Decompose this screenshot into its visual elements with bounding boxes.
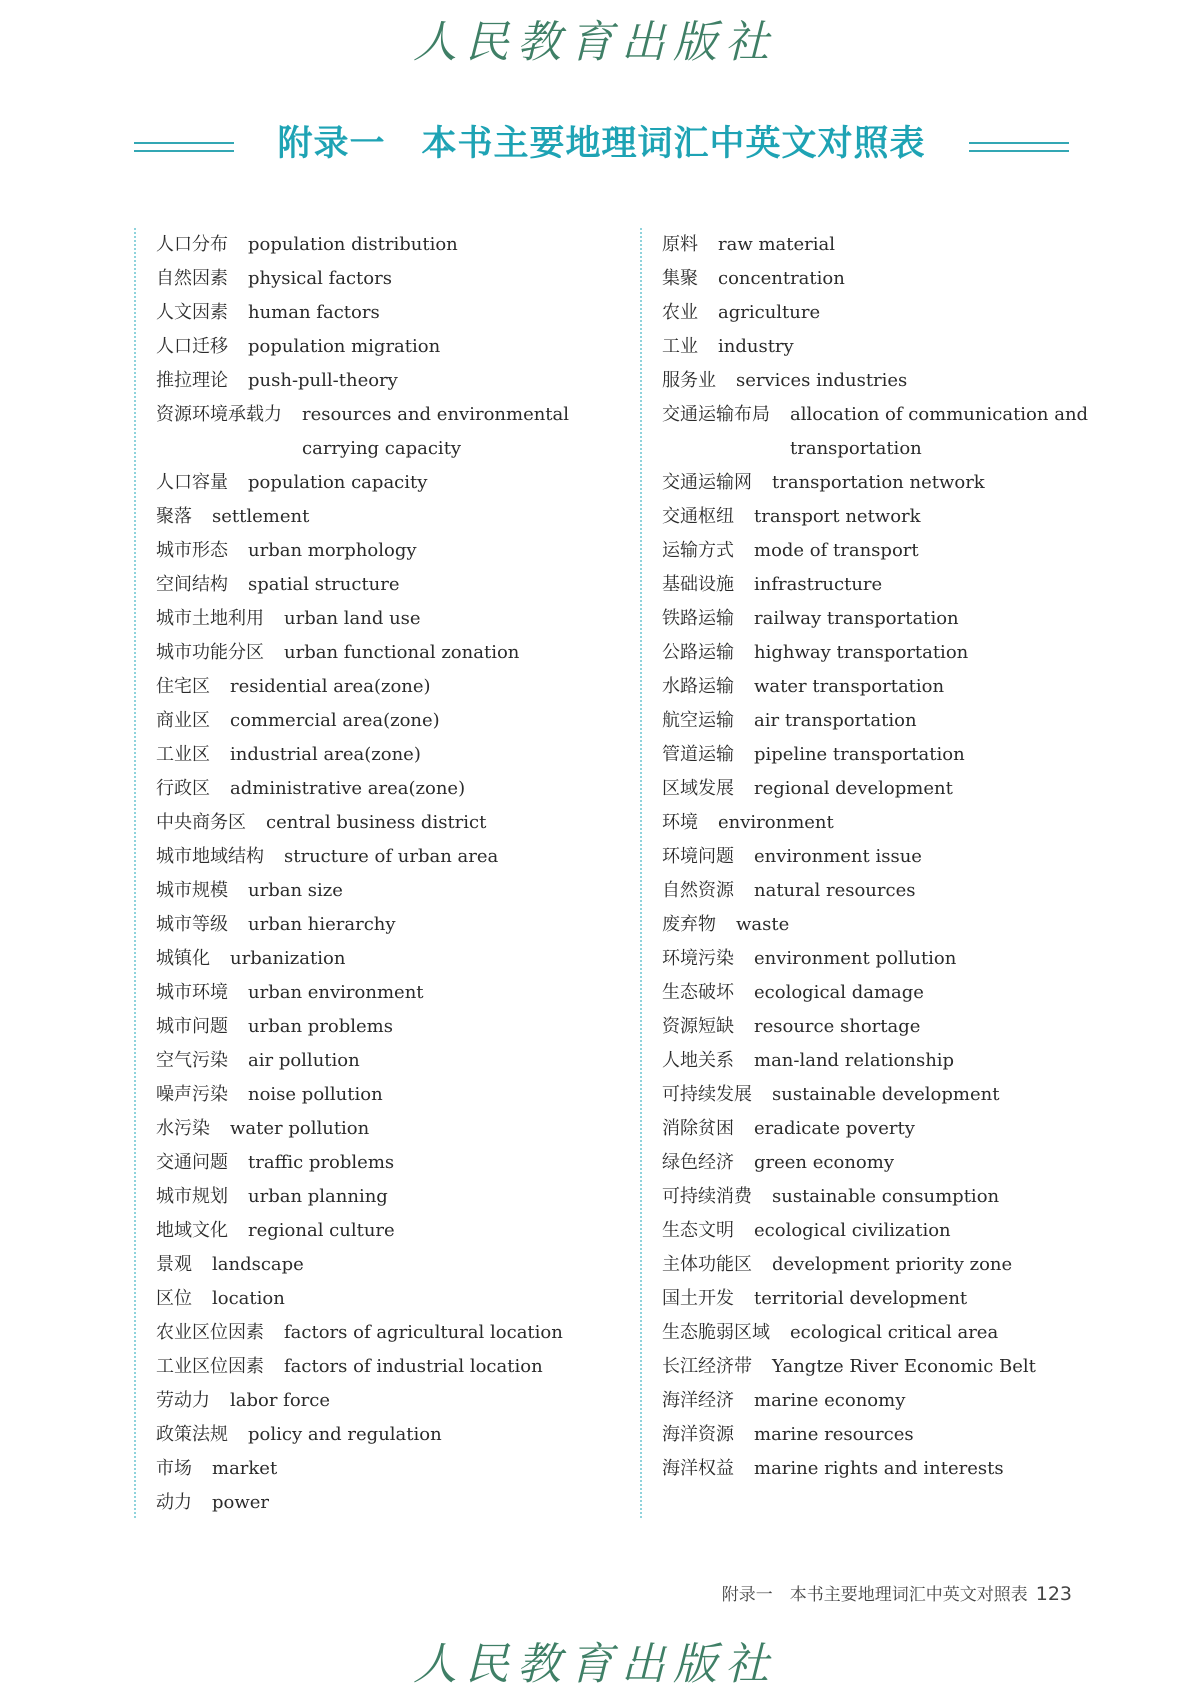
term-english: railway transportation xyxy=(754,608,959,629)
term-chinese: 人文因素 xyxy=(156,302,228,323)
term-chinese: 基础设施 xyxy=(662,574,734,595)
glossary-entry xyxy=(156,1010,626,1044)
term-chinese: 国土开发 xyxy=(662,1288,734,1309)
term-chinese: 人地关系 xyxy=(662,1050,734,1071)
glossary-entry xyxy=(156,772,626,806)
glossary-column-right xyxy=(640,228,1102,1518)
term-english: sustainable development xyxy=(772,1084,1000,1105)
term-chinese: 工业区位因素 xyxy=(156,1356,264,1377)
term-english: landscape xyxy=(212,1254,304,1275)
term-chinese: 海洋资源 xyxy=(662,1424,734,1445)
term-chinese: 城市地域结构 xyxy=(156,846,264,867)
term-english: sustainable consumption xyxy=(772,1186,1000,1207)
term-chinese: 生态破坏 xyxy=(662,982,734,1003)
term-english: raw material xyxy=(718,234,835,255)
term-chinese: 交通枢纽 xyxy=(662,506,734,527)
term-english: ecological critical area xyxy=(790,1322,999,1343)
term-english: marine resources xyxy=(754,1424,914,1445)
term-chinese: 航空运输 xyxy=(662,710,734,731)
term-english: marine economy xyxy=(754,1390,906,1411)
term-chinese: 可持续发展 xyxy=(662,1084,752,1105)
term-english: urban size xyxy=(248,880,343,901)
term-chinese: 废弃物 xyxy=(662,914,716,935)
term-english: settlement xyxy=(212,506,310,527)
term-english: waste xyxy=(736,914,790,935)
term-english: noise pollution xyxy=(248,1084,383,1105)
term-chinese: 资源短缺 xyxy=(662,1016,734,1037)
page-footer xyxy=(722,1580,1072,1605)
term-english: population capacity xyxy=(248,472,428,493)
term-chinese: 资源环境承载力 xyxy=(156,404,282,425)
glossary-entry xyxy=(156,364,626,398)
term-english: Yangtze River Economic Belt xyxy=(772,1356,1036,1377)
term-chinese: 区位 xyxy=(156,1288,192,1309)
term-chinese: 市场 xyxy=(156,1458,192,1479)
glossary-entry xyxy=(662,568,1102,602)
glossary-entry xyxy=(662,228,1102,262)
term-english: market xyxy=(212,1458,278,1479)
glossary-entry xyxy=(156,1248,626,1282)
term-english: water transportation xyxy=(754,676,945,697)
glossary-entry xyxy=(156,636,626,670)
term-english: air pollution xyxy=(248,1050,360,1071)
term-english: urban environment xyxy=(248,982,424,1003)
term-english: transportation network xyxy=(772,472,985,493)
glossary-column-left xyxy=(134,228,626,1518)
term-chinese: 农业区位因素 xyxy=(156,1322,264,1343)
term-english: industrial area(zone) xyxy=(230,744,421,765)
term-english: natural resources xyxy=(754,880,916,901)
title-rule-left xyxy=(134,142,234,152)
term-english: man-land relationship xyxy=(754,1050,955,1071)
glossary-entry xyxy=(662,1384,1102,1418)
term-chinese: 人口迁移 xyxy=(156,336,228,357)
term-english: air transportation xyxy=(754,710,917,731)
footer-title: 附录一 本书主要地理词汇中英文对照表 xyxy=(721,1585,1028,1605)
term-chinese: 长江经济带 xyxy=(662,1356,752,1377)
glossary-entry xyxy=(156,806,626,840)
glossary-entry xyxy=(156,1418,626,1452)
term-chinese: 政策法规 xyxy=(156,1424,228,1445)
term-english: infrastructure xyxy=(754,574,883,595)
term-chinese: 运输方式 xyxy=(662,540,734,561)
term-chinese: 绿色经济 xyxy=(662,1152,734,1173)
term-english: labor force xyxy=(230,1390,331,1411)
term-english: transport network xyxy=(754,506,921,527)
term-english: resource shortage xyxy=(754,1016,921,1037)
publisher-logo-top: 人民教育出版社 xyxy=(413,17,777,68)
term-chinese: 城市形态 xyxy=(156,540,228,561)
term-chinese: 海洋权益 xyxy=(662,1458,734,1479)
term-chinese: 城镇化 xyxy=(156,948,210,969)
glossary-entry xyxy=(156,1112,626,1146)
glossary-entry xyxy=(662,466,1102,500)
glossary-entry xyxy=(662,1452,1102,1486)
term-chinese: 生态文明 xyxy=(662,1220,734,1241)
term-english: urban hierarchy xyxy=(248,914,396,935)
glossary-entry xyxy=(156,1486,626,1520)
term-english: human factors xyxy=(248,302,380,323)
term-chinese: 商业区 xyxy=(156,710,210,731)
glossary-entry xyxy=(156,1282,626,1316)
term-chinese: 自然资源 xyxy=(662,880,734,901)
term-english: administrative area(zone) xyxy=(230,778,466,799)
term-english: environment xyxy=(718,812,834,833)
term-english: regional culture xyxy=(248,1220,395,1241)
glossary-entry xyxy=(156,976,626,1010)
term-english: traffic problems xyxy=(248,1152,395,1173)
glossary-entry xyxy=(662,942,1102,976)
term-english: environment pollution xyxy=(754,948,957,969)
term-english: policy and regulation xyxy=(248,1424,442,1445)
term-chinese: 自然因素 xyxy=(156,268,228,289)
term-chinese: 区域发展 xyxy=(662,778,734,799)
glossary-entry xyxy=(156,1452,626,1486)
title-rule-right xyxy=(969,142,1069,152)
appendix-title-row xyxy=(134,112,1069,172)
glossary-entry xyxy=(662,1112,1102,1146)
term-english: spatial structure xyxy=(248,574,400,595)
glossary-entry xyxy=(156,1180,626,1214)
term-english: physical factors xyxy=(248,268,392,289)
term-chinese: 城市功能分区 xyxy=(156,642,264,663)
term-english: services industries xyxy=(736,370,908,391)
glossary-entry xyxy=(662,1044,1102,1078)
glossary-entry xyxy=(662,262,1102,296)
term-english: ecological damage xyxy=(754,982,924,1003)
term-chinese: 城市规划 xyxy=(156,1186,228,1207)
glossary-entry xyxy=(156,908,626,942)
term-chinese: 城市土地利用 xyxy=(156,608,264,629)
glossary-entry xyxy=(156,398,626,466)
term-english: factors of agricultural location xyxy=(284,1322,563,1343)
term-chinese: 城市环境 xyxy=(156,982,228,1003)
term-english: urban planning xyxy=(248,1186,388,1207)
glossary-entry xyxy=(156,602,626,636)
term-chinese: 地域文化 xyxy=(156,1220,228,1241)
term-english: push-pull-theory xyxy=(248,370,398,391)
term-english: urban morphology xyxy=(248,540,417,561)
term-chinese: 人口分布 xyxy=(156,234,228,255)
term-chinese: 动力 xyxy=(156,1492,192,1513)
term-chinese: 集聚 xyxy=(662,268,698,289)
glossary-entry xyxy=(662,1316,1102,1350)
term-english: urbanization xyxy=(230,948,346,969)
term-english: green economy xyxy=(754,1152,894,1173)
term-chinese: 交通运输布局 xyxy=(662,404,770,425)
glossary-entry xyxy=(662,1180,1102,1214)
term-english: highway transportation xyxy=(754,642,969,663)
term-english: commercial area(zone) xyxy=(230,710,440,731)
term-english: environment issue xyxy=(754,846,922,867)
glossary-entry xyxy=(156,1078,626,1112)
glossary-entry xyxy=(156,466,626,500)
term-chinese: 农业 xyxy=(662,302,698,323)
glossary-entry xyxy=(662,500,1102,534)
glossary-entry xyxy=(156,738,626,772)
term-english: regional development xyxy=(754,778,953,799)
glossary-entry xyxy=(662,908,1102,942)
glossary-entry xyxy=(662,806,1102,840)
glossary-entry xyxy=(662,1146,1102,1180)
term-chinese: 城市问题 xyxy=(156,1016,228,1037)
term-english: urban functional zonation xyxy=(284,642,520,663)
term-english: location xyxy=(212,1288,285,1309)
term-english: ecological civilization xyxy=(754,1220,951,1241)
page-title: 附录一 本书主要地理词汇中英文对照表 xyxy=(277,124,926,164)
term-chinese: 管道运输 xyxy=(662,744,734,765)
term-chinese: 环境问题 xyxy=(662,846,734,867)
glossary-entry xyxy=(156,942,626,976)
glossary-entry xyxy=(662,1282,1102,1316)
term-chinese: 劳动力 xyxy=(156,1390,210,1411)
term-chinese: 水污染 xyxy=(156,1118,210,1139)
term-english: resources and environmental carrying capacity xyxy=(302,404,570,459)
term-chinese: 城市规模 xyxy=(156,880,228,901)
glossary-entry xyxy=(662,636,1102,670)
term-chinese: 空间结构 xyxy=(156,574,228,595)
term-english: urban problems xyxy=(248,1016,393,1037)
glossary-entry xyxy=(156,704,626,738)
glossary-entry xyxy=(662,772,1102,806)
term-english: agriculture xyxy=(718,302,821,323)
page-number: 123 xyxy=(1035,1583,1072,1605)
glossary-entry xyxy=(662,398,1102,466)
glossary-entry xyxy=(662,1248,1102,1282)
glossary-entry xyxy=(662,1078,1102,1112)
term-chinese: 主体功能区 xyxy=(662,1254,752,1275)
term-chinese: 海洋经济 xyxy=(662,1390,734,1411)
term-english: central business district xyxy=(266,812,487,833)
glossary-entry xyxy=(662,1418,1102,1452)
glossary-entry xyxy=(156,1044,626,1078)
glossary-entry xyxy=(662,840,1102,874)
term-chinese: 人口容量 xyxy=(156,472,228,493)
term-english: water pollution xyxy=(230,1118,370,1139)
term-english: power xyxy=(212,1492,270,1513)
glossary-entry xyxy=(156,1146,626,1180)
glossary-entry xyxy=(662,364,1102,398)
term-chinese: 中央商务区 xyxy=(156,812,246,833)
glossary-entry xyxy=(662,670,1102,704)
term-chinese: 行政区 xyxy=(156,778,210,799)
glossary-entry xyxy=(156,296,626,330)
term-chinese: 生态脆弱区域 xyxy=(662,1322,770,1343)
glossary-entry xyxy=(156,534,626,568)
glossary-entry xyxy=(156,1384,626,1418)
glossary-entry xyxy=(662,874,1102,908)
term-english: pipeline transportation xyxy=(754,744,965,765)
term-english: allocation of communication and transportation xyxy=(790,404,1089,459)
glossary-entry xyxy=(156,228,626,262)
glossary-entry xyxy=(662,330,1102,364)
glossary-entry xyxy=(156,670,626,704)
glossary-entry xyxy=(156,1214,626,1248)
term-english: development priority zone xyxy=(772,1254,1013,1275)
term-english: structure of urban area xyxy=(284,846,499,867)
term-chinese: 空气污染 xyxy=(156,1050,228,1071)
glossary-entry xyxy=(662,1214,1102,1248)
glossary-entry xyxy=(662,534,1102,568)
glossary-entry xyxy=(156,330,626,364)
glossary-entry xyxy=(662,602,1102,636)
glossary-entry xyxy=(662,704,1102,738)
term-english: concentration xyxy=(718,268,845,289)
term-chinese: 交通运输网 xyxy=(662,472,752,493)
term-chinese: 噪声污染 xyxy=(156,1084,228,1105)
term-chinese: 公路运输 xyxy=(662,642,734,663)
term-chinese: 工业 xyxy=(662,336,698,357)
term-chinese: 城市等级 xyxy=(156,914,228,935)
glossary-entry xyxy=(156,1316,626,1350)
term-english: eradicate poverty xyxy=(754,1118,915,1139)
term-english: marine rights and interests xyxy=(754,1458,1004,1479)
term-english: residential area(zone) xyxy=(230,676,431,697)
term-chinese: 交通问题 xyxy=(156,1152,228,1173)
term-english: industry xyxy=(718,336,794,357)
glossary-entry xyxy=(662,976,1102,1010)
glossary-entry xyxy=(662,296,1102,330)
term-chinese: 聚落 xyxy=(156,506,192,527)
term-chinese: 推拉理论 xyxy=(156,370,228,391)
glossary-entry xyxy=(156,262,626,296)
publisher-logo-bottom: 人民教育出版社 xyxy=(413,1639,777,1690)
term-english: factors of industrial location xyxy=(284,1356,543,1377)
term-chinese: 住宅区 xyxy=(156,676,210,697)
glossary-entry xyxy=(662,738,1102,772)
term-chinese: 消除贫困 xyxy=(662,1118,734,1139)
term-chinese: 景观 xyxy=(156,1254,192,1275)
term-chinese: 原料 xyxy=(662,234,698,255)
glossary-entry xyxy=(156,840,626,874)
term-chinese: 环境 xyxy=(662,812,698,833)
glossary-entry xyxy=(662,1010,1102,1044)
glossary-entry xyxy=(156,1350,626,1384)
term-chinese: 可持续消费 xyxy=(662,1186,752,1207)
glossary-entry xyxy=(156,568,626,602)
term-chinese: 工业区 xyxy=(156,744,210,765)
glossary-entry xyxy=(156,500,626,534)
term-english: population distribution xyxy=(248,234,458,255)
term-chinese: 水路运输 xyxy=(662,676,734,697)
term-english: population migration xyxy=(248,336,441,357)
glossary-entry xyxy=(662,1350,1102,1384)
term-english: territorial development xyxy=(754,1288,968,1309)
term-english: urban land use xyxy=(284,608,421,629)
term-english: mode of transport xyxy=(754,540,919,561)
glossary-entry xyxy=(156,874,626,908)
term-chinese: 服务业 xyxy=(662,370,716,391)
term-chinese: 铁路运输 xyxy=(662,608,734,629)
term-chinese: 环境污染 xyxy=(662,948,734,969)
